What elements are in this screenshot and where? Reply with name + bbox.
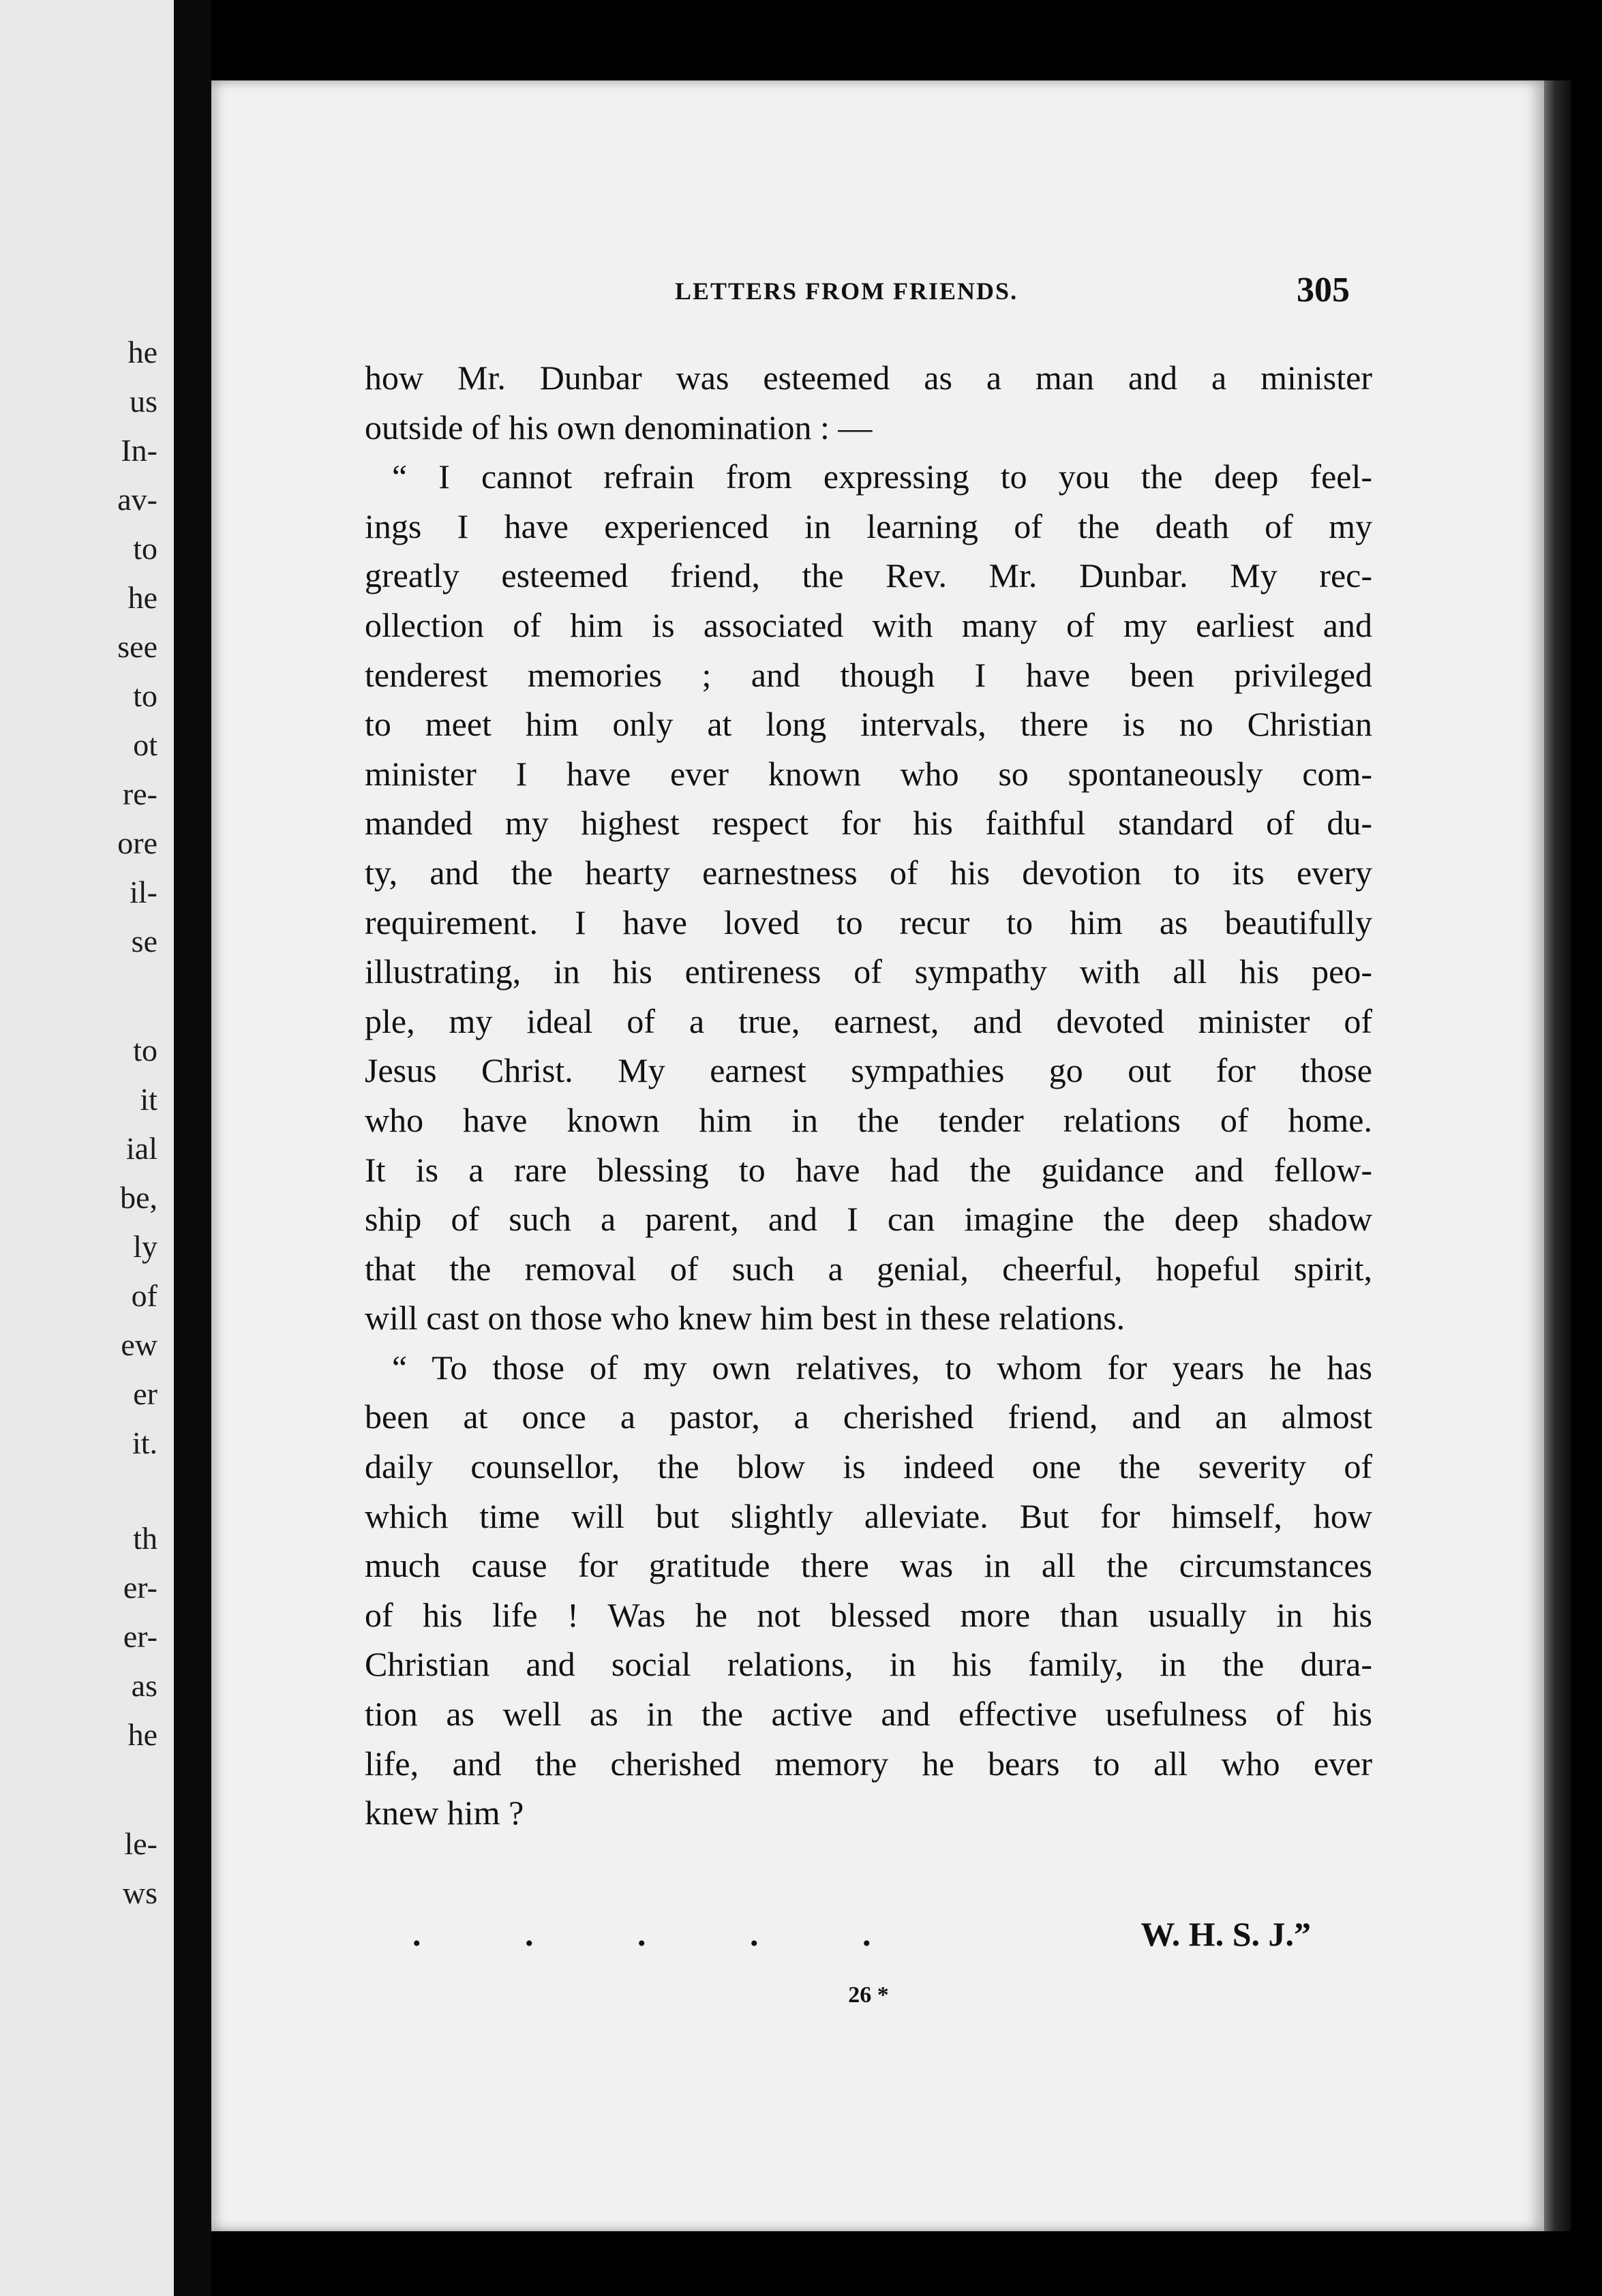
- running-title: LETTERS FROM FRIENDS.: [675, 277, 1018, 305]
- text-line: knew him ?: [365, 1794, 524, 1832]
- book-page: [211, 80, 1544, 2231]
- text-line: Jesus Christ. My earnest sympathies go out for those: [365, 1051, 1372, 1090]
- facing-page-fragment: he: [127, 580, 157, 615]
- text-line: life, and the cherished memory he bears to all who ever: [365, 1744, 1372, 1783]
- facing-page-fragment: see: [117, 629, 157, 664]
- facing-page-fragment: he: [127, 335, 157, 369]
- facing-page-fragment: ot: [133, 727, 157, 762]
- text-line: manded my highest respect for his faithful standard of du-: [365, 804, 1372, 843]
- signature-line: [365, 1914, 1372, 1963]
- text-line: how Mr. Dunbar was esteemed as a man and a minister: [365, 359, 1372, 397]
- facing-page-fragment: av-: [117, 482, 157, 517]
- text-line: ship of such a parent, and I can imagine the deep shadow: [365, 1200, 1372, 1239]
- facing-page-fragment: ws: [122, 1875, 157, 1910]
- facing-page-fragment: of: [131, 1278, 157, 1313]
- facing-page-fragment: re-: [122, 776, 157, 811]
- facing-page-fragment: se: [131, 924, 157, 958]
- facing-page-fragment: as: [131, 1668, 157, 1703]
- running-head: [211, 271, 1370, 318]
- facing-page-fragment: it: [140, 1082, 157, 1117]
- facing-page-fragment: il-: [130, 875, 157, 909]
- facing-page-fragment: le-: [124, 1826, 157, 1861]
- facing-page-fragment: to: [133, 678, 157, 713]
- text-line: will cast on those who knew him best in these relations.: [365, 1299, 1125, 1338]
- facing-page-fragment: ly: [133, 1229, 157, 1264]
- printer-signature-mark: 26 *: [848, 1982, 889, 2008]
- text-line: requirement. I have loved to recur to him as beautifully: [365, 903, 1372, 941]
- book-gutter: [174, 0, 211, 2296]
- facing-page-fragment: to: [133, 1033, 157, 1068]
- text-line: daily counsellor, the blow is indeed one the severity of: [365, 1447, 1372, 1486]
- facing-page-fragment: he: [127, 1717, 157, 1752]
- signature-initials: W. H. S. J.”: [1140, 1915, 1311, 1953]
- facing-page-fragment: th: [133, 1521, 157, 1556]
- text-line: ollection of him is associated with many of my earliest and: [365, 605, 1372, 644]
- text-line: tenderest memories ; and though I have been privileged: [365, 655, 1372, 694]
- text-line: ple, my ideal of a true, earnest, and devoted minister of: [365, 1001, 1372, 1040]
- text-line: of his life ! Was he not blessed more than usually in his: [365, 1595, 1372, 1634]
- text-line: Christian and social relations, in his family, in the dura-: [365, 1645, 1372, 1684]
- page-edge-shadow: [1544, 80, 1571, 2231]
- text-line: greatly esteemed friend, the Rev. Mr. Dunbar. My rec-: [365, 556, 1372, 595]
- facing-page-fragment: er-: [123, 1570, 157, 1605]
- facing-page-fragment: it.: [132, 1425, 157, 1460]
- text-line: It is a rare blessing to have had the guidance and fellow-: [365, 1150, 1372, 1189]
- page-number: 305: [1297, 271, 1350, 309]
- text-line: much cause for gratitude there was in all the circumstances: [365, 1546, 1372, 1585]
- text-line: ty, and the hearty earnestness of his devotion to its every: [365, 853, 1372, 892]
- text-line: illustrating, in his entireness of sympathy with all his peo-: [365, 952, 1372, 991]
- text-line: to meet him only at long intervals, there is no Christian: [365, 705, 1372, 744]
- text-line: “ To those of my own relatives, to whom for years he has: [392, 1348, 1372, 1387]
- text-line: that the removal of such a genial, cheerful, hopeful spirit,: [365, 1249, 1372, 1288]
- text-line: “ I cannot refrain from expressing to you the deep feel-: [392, 457, 1372, 496]
- facing-page-fragment: In-: [121, 433, 157, 468]
- facing-page-fragment: er: [133, 1376, 157, 1411]
- facing-page-fragment: be,: [120, 1180, 157, 1215]
- text-line: been at once a pastor, a cherished friend, and an almost: [365, 1398, 1372, 1436]
- signature-dots: . . . . .: [412, 1915, 919, 1953]
- facing-page-fragment: us: [130, 384, 157, 419]
- facing-page-fragment: to: [133, 531, 157, 566]
- text-line: ings I have experienced in learning of the death of my: [365, 507, 1372, 545]
- facing-page-fragment: er-: [123, 1619, 157, 1654]
- text-line: which time will but slightly alleviate. But for himself, how: [365, 1496, 1372, 1535]
- body-text: [365, 353, 1372, 1838]
- text-line: tion as well as in the active and effective usefulness of his: [365, 1695, 1372, 1734]
- facing-page-fragment: ial: [126, 1131, 157, 1166]
- text-line: minister I have ever known who so spontaneously com-: [365, 754, 1372, 793]
- facing-page-fragment: ew: [121, 1327, 157, 1362]
- facing-page-edge: [0, 0, 174, 2296]
- facing-page-fragment: ore: [117, 826, 157, 860]
- text-line: who have known him in the tender relations of home.: [365, 1100, 1372, 1139]
- text-line: outside of his own denomination : —: [365, 408, 873, 447]
